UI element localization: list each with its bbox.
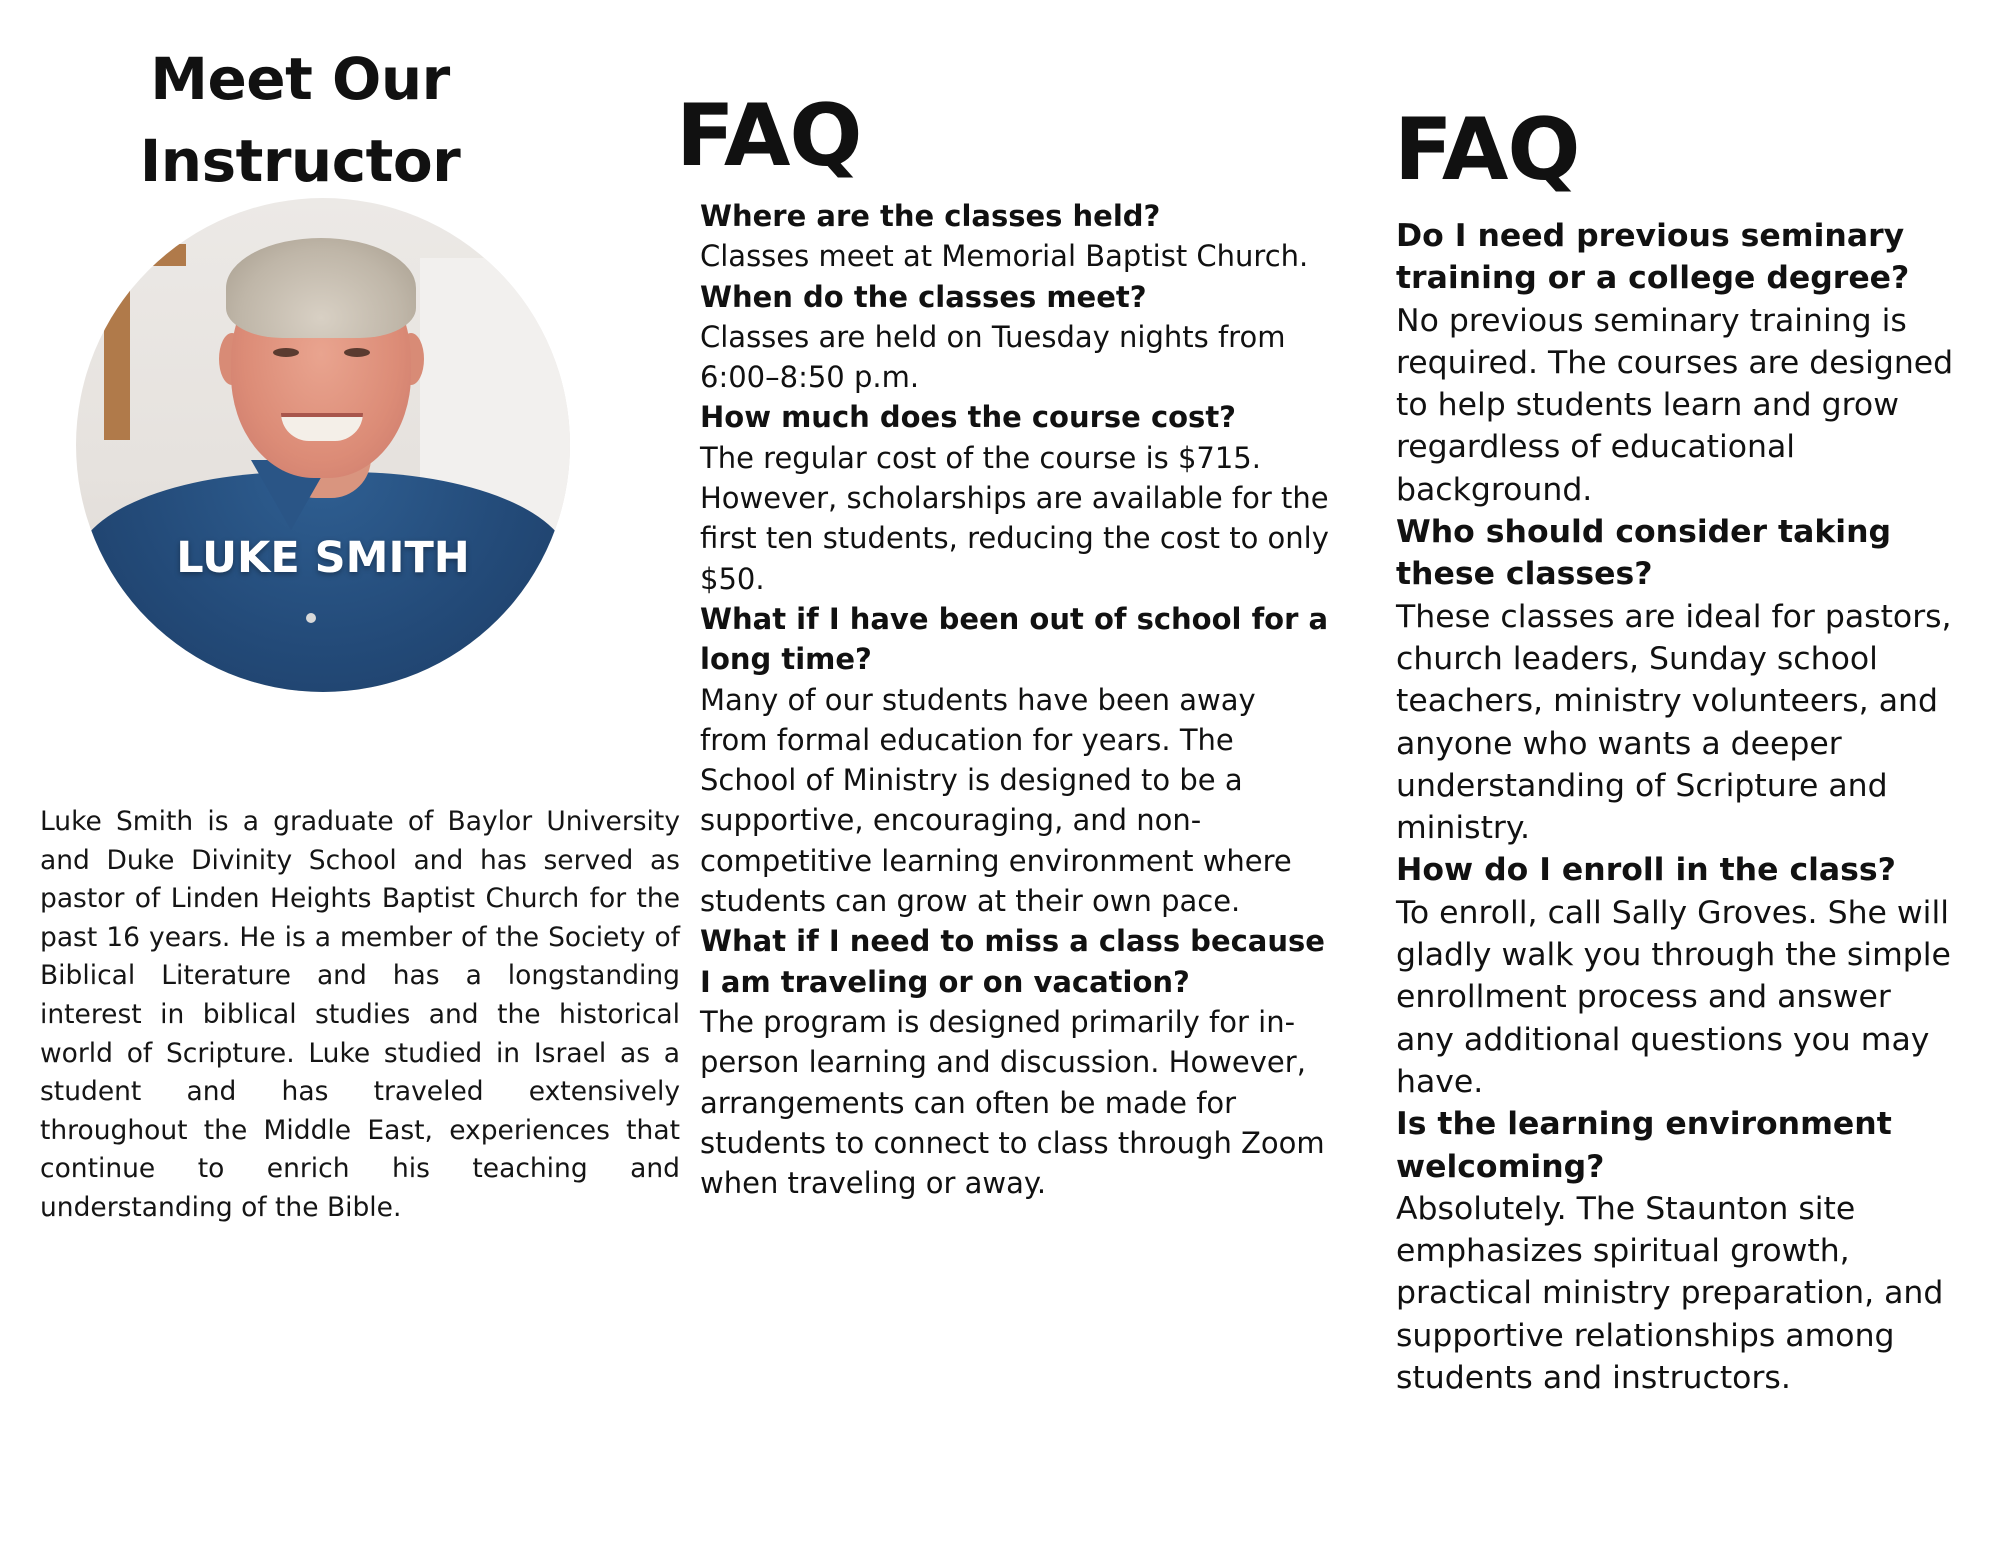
faq-list bbox=[1396, 215, 1956, 1399]
meet-instructor-title bbox=[100, 38, 500, 202]
faq-answer: To enroll, call Sally Groves. She will gladly walk you through the simple enrollment process and answer any additional questions you may have. bbox=[1396, 894, 1951, 1100]
faq-question: How do I enroll in the class? bbox=[1396, 852, 1896, 889]
faq-question: How much does the course cost? bbox=[700, 400, 1237, 435]
faq-question: Do I need previous seminary training or a college degree? bbox=[1396, 218, 1910, 297]
faq-question: What if I need to miss a class because I am traveling or on vacation? bbox=[700, 924, 1325, 999]
faq-question: Where are the classes held? bbox=[700, 199, 1161, 233]
faq-list bbox=[700, 196, 1330, 1203]
faq-answer: Many of our students have been away from formal education for years. The School of Ministry is designed to be a supportive, encouraging, and non-competitive learning environment where students can grow at their own pace. bbox=[700, 682, 1292, 919]
faq-answer: Absolutely. The Staunton site emphasizes spiritual growth, practical ministry preparation, and supportive relationships among students and instructors. bbox=[1396, 1190, 1944, 1397]
faq-question: Who should consider taking these classes? bbox=[1396, 514, 1892, 593]
faq-question: What if I have been out of school for a long time? bbox=[700, 601, 1329, 677]
faq-answer: No previous seminary training is required. The courses are designed to help students learn and grow regardless of educational background. bbox=[1396, 302, 1954, 508]
faq-title: FAQ bbox=[1394, 100, 1580, 200]
meet-title-line1: Meet Our bbox=[150, 45, 450, 113]
meet-title-line2: Instructor bbox=[139, 127, 461, 195]
faq-title: FAQ bbox=[676, 86, 862, 186]
faq-answer: The regular cost of the course is $715. However, scholarships are available for the first ten students, reducing the cost to only $50. bbox=[700, 440, 1329, 596]
faq-answer: Classes meet at Memorial Baptist Church. bbox=[700, 239, 1309, 274]
faq-question: When do the classes meet? bbox=[700, 279, 1147, 314]
faq-answer: Classes are held on Tuesday nights from 6:00–8:50 p.m. bbox=[700, 319, 1286, 395]
faq-answer: The program is designed primarily for in-person learning and discussion. However, arrangements can often be made for students to connect to class through Zoom when traveling or away. bbox=[700, 1004, 1325, 1201]
instructor-photo bbox=[76, 198, 570, 692]
instructor-bio: Luke Smith is a graduate of Baylor University and Duke Divinity School and has served as pastor of Linden Heights Baptist Church for the past 16 years. He is a member of the Society of Biblical Literature and has a longstanding interest in biblical studies and the historical world of Scripture. Luke studied in Israel as a student and has traveled extensively throughout the Middle East, experiences that continue to enrich his teaching and understanding of the Bible. bbox=[40, 806, 680, 1223]
faq-answer: These classes are ideal for pastors, church leaders, Sunday school teachers, ministry volunteers, and anyone who wants a deeper understanding of Scripture and ministry. bbox=[1396, 598, 1952, 847]
faq-question: Is the learning environment welcoming? bbox=[1396, 1106, 1892, 1185]
instructor-name: LUKE SMITH bbox=[176, 533, 470, 583]
